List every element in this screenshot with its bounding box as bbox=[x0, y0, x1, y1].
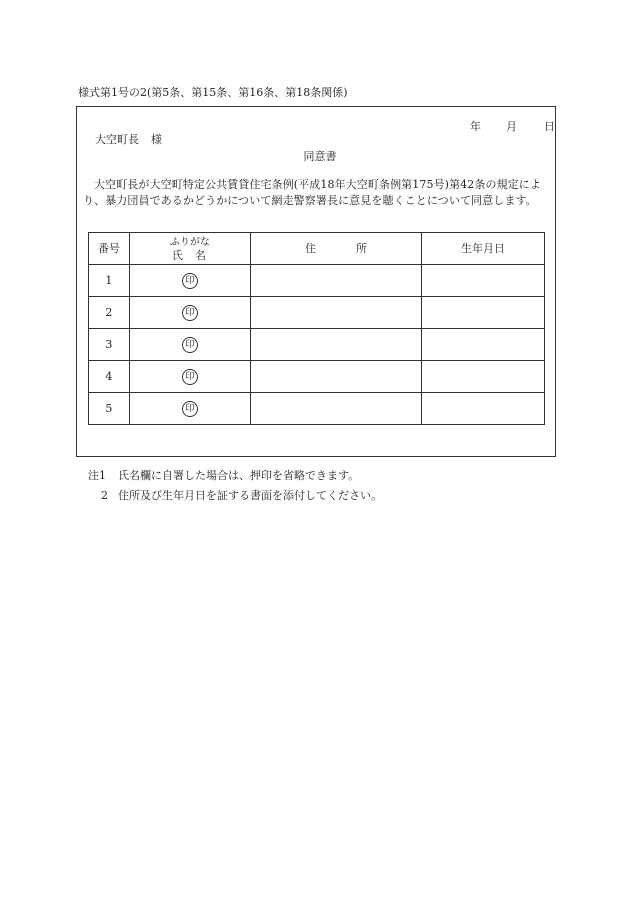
note-label: 2 bbox=[101, 489, 108, 502]
note-item bbox=[88, 486, 382, 506]
header-furigana: ふりがな bbox=[169, 236, 210, 248]
table-row bbox=[89, 265, 545, 297]
note-text: 住所及び生年月日を証する書面を添付してください。 bbox=[118, 489, 382, 502]
header-number: 番号 bbox=[89, 233, 130, 265]
address-cell[interactable] bbox=[251, 297, 422, 329]
birthdate-cell[interactable] bbox=[421, 297, 544, 329]
row-number: 1 bbox=[89, 265, 130, 297]
consent-table bbox=[88, 232, 545, 425]
date-day: 日 bbox=[544, 120, 555, 133]
seal-mark-icon: 印 bbox=[182, 273, 198, 289]
note-text: 氏名欄に自署した場合は、押印を省略できます。 bbox=[118, 469, 360, 482]
addressee-name: 大空町長 bbox=[95, 133, 139, 146]
address-cell[interactable] bbox=[251, 361, 422, 393]
birthdate-cell[interactable] bbox=[421, 265, 544, 297]
row-number: 4 bbox=[89, 361, 130, 393]
address-cell[interactable] bbox=[251, 393, 422, 425]
table-row bbox=[89, 393, 545, 425]
table-row bbox=[89, 361, 545, 393]
header-birthdate: 生年月日 bbox=[421, 233, 544, 265]
notes bbox=[88, 466, 382, 506]
row-number: 3 bbox=[89, 329, 130, 361]
name-cell[interactable] bbox=[129, 361, 250, 393]
addressee bbox=[95, 131, 162, 147]
table-row bbox=[89, 297, 545, 329]
address-cell[interactable] bbox=[251, 329, 422, 361]
header-address-part2: 所 bbox=[355, 242, 367, 255]
birthdate-cell[interactable] bbox=[421, 393, 544, 425]
seal-mark-icon: 印 bbox=[182, 337, 198, 353]
date-month: 月 bbox=[506, 120, 517, 133]
date-year: 年 bbox=[470, 120, 481, 133]
seal-mark-icon: 印 bbox=[182, 305, 198, 321]
date-line bbox=[470, 118, 555, 134]
header-address-part1: 住 bbox=[304, 242, 316, 255]
name-cell[interactable] bbox=[129, 265, 250, 297]
name-cell[interactable] bbox=[129, 329, 250, 361]
document-title: 同意書 bbox=[303, 150, 337, 163]
table-row bbox=[89, 329, 545, 361]
seal-mark-icon: 印 bbox=[182, 369, 198, 385]
note-label: 注1 bbox=[88, 469, 106, 482]
name-cell[interactable] bbox=[129, 393, 250, 425]
row-number: 2 bbox=[89, 297, 130, 329]
table-header-row bbox=[89, 233, 545, 265]
header-address bbox=[251, 233, 422, 265]
birthdate-cell[interactable] bbox=[421, 329, 544, 361]
consent-body-text: 大空町長が大空町特定公共賃貸住宅条例(平成18年大空町条例第175号)第42条の規定により、暴力団員であるかどうかについて網走警察署長に意見を聴くことについて同意します。 bbox=[83, 178, 541, 207]
addressee-honorific: 様 bbox=[151, 133, 162, 146]
header-name-label: 氏名 bbox=[171, 248, 218, 262]
address-cell[interactable] bbox=[251, 265, 422, 297]
row-number: 5 bbox=[89, 393, 130, 425]
seal-mark-icon: 印 bbox=[182, 401, 198, 417]
header-name bbox=[129, 233, 250, 265]
birthdate-cell[interactable] bbox=[421, 361, 544, 393]
note-item bbox=[88, 466, 382, 486]
name-cell[interactable] bbox=[129, 297, 250, 329]
form-number-title: 様式第1号の2(第5条、第15条、第16条、第18条関係) bbox=[78, 86, 348, 99]
